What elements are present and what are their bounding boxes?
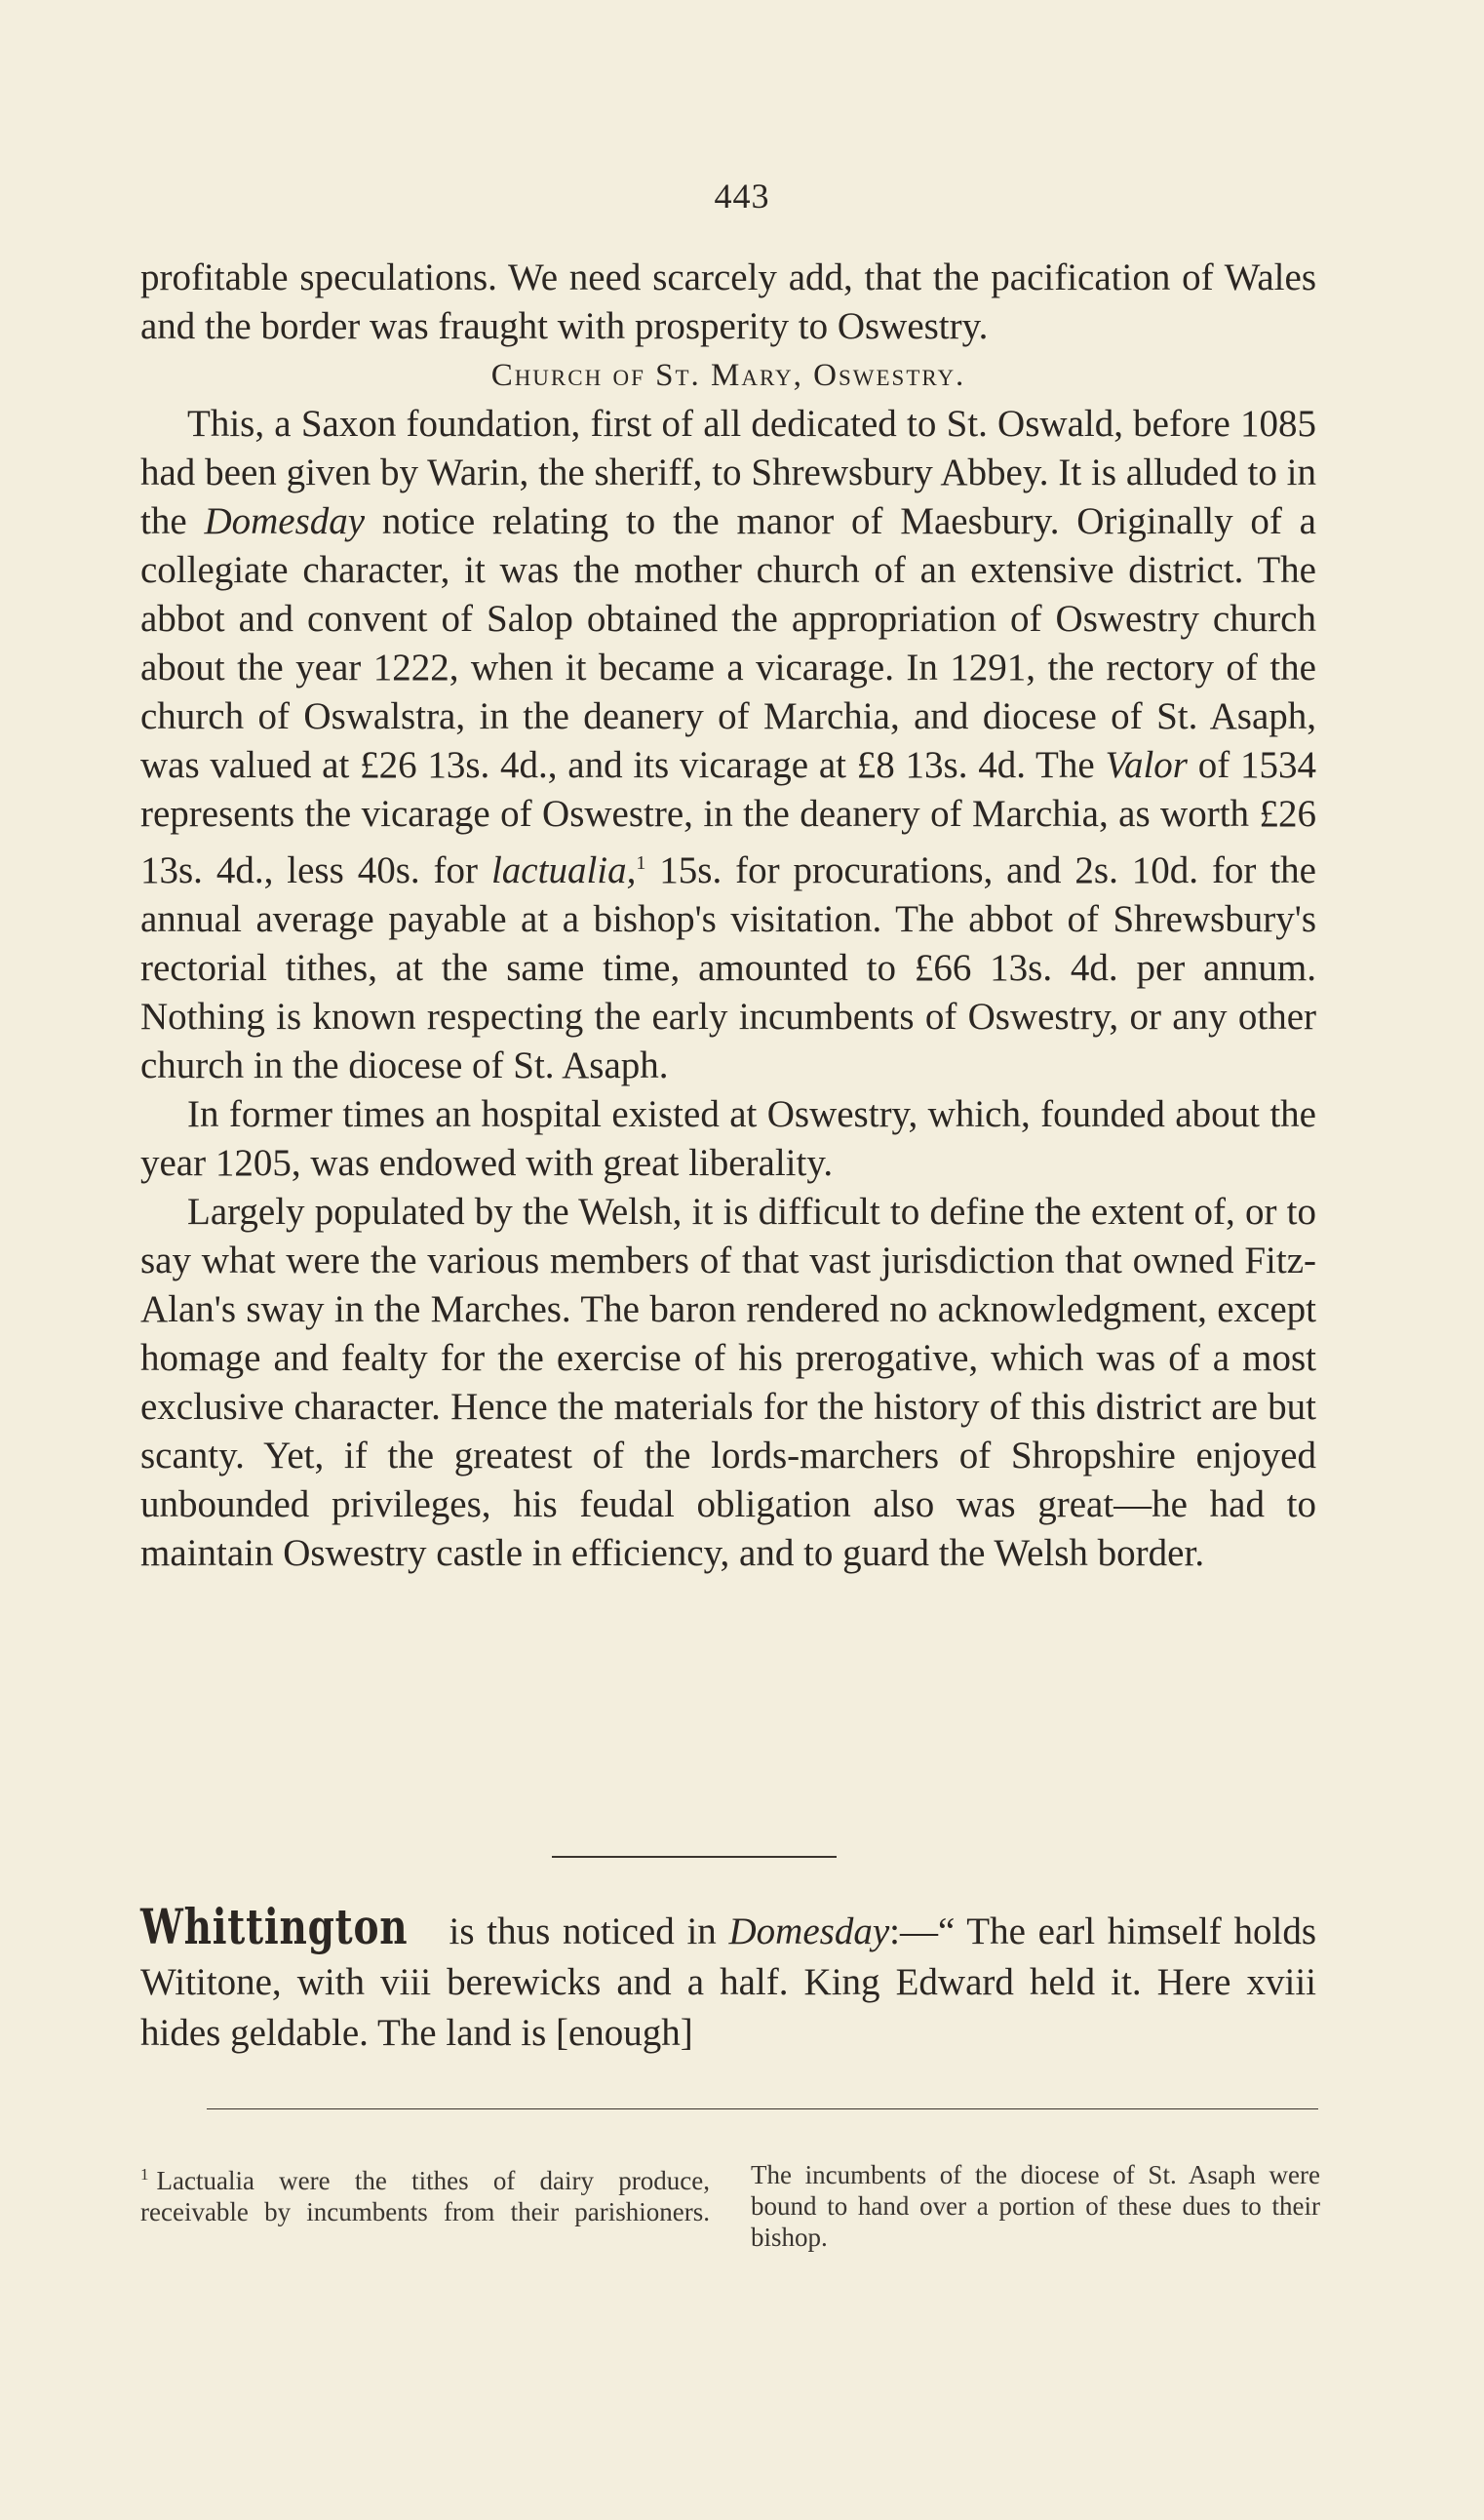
footnote-reference: 1 [636,852,646,874]
whittington-section [140,1898,1316,2059]
text-run: is thus noticed in [436,1910,729,1952]
section-heading: Church of St. Mary, Oswestry. [490,358,966,393]
text-run: of 1534 represents the vicarage of Oswestre, in the deanery of Marchia, as worth £26 13s. 4d., less 40s. for [140,744,1316,891]
paragraph-continuation: profitable speculations. We need scarcely add, that the pacification of Wales and the border was fraught with prosperity to Oswestry. [140,256,1316,347]
text-run: notice relating to the manor of Maesbury. Originally of a collegiate character, it was the mother church of an extensive district. The abbot and convent of Salop obtained the appropriation of Oswestry church about the year 1222, when it became a vicarage. In 1291, the rectory of the church of Oswalstra, in the deanery of Marchia, and diocese of St. Asaph, was valued at £26 13s. 4d., and its vicarage at £8 13s. 4d. The [140,500,1316,786]
paragraph-jurisdiction: Largely populated by the Welsh, it is difficult to define the extent of, or to say what were the various members of that vast jurisdiction that owned Fitz-Alan's sway in the Marches. The baron rendered no acknowledgment, except homage and fealty for the exercise of his prerogative, which was of a most exclusive character. Hence the materials for the history of this district are but scanty. Yet, if the greatest of the lords-marchers of Shropshire enjoyed unbounded privileges, his feudal obligation also was great—he had to maintain Oswestry castle in efficiency, and to guard the Welsh border. [140,1191,1316,1574]
paragraph-church-history [140,400,1316,1090]
footnote-block [140,2159,1320,2253]
italic-domesday: Domesday [204,500,366,542]
italic-valor: Valor [1105,744,1188,786]
paragraph-hospital: In former times an hospital existed at Oswestry, which, founded about the year 1205, was endowed with great liberality. [140,1093,1316,1184]
footnote-text: Lactualia were the tithes of dairy produce, receivable by incumbents from their parishioners. The incumbents of the diocese of St. Asaph were bound to hand over a portion of these dues to their bishop. [140,2160,1320,2252]
section-divider [552,1856,837,1858]
main-text [140,254,1316,1578]
blackletter-title: Whittington [140,1898,409,1955]
italic-lactualia: lactualia, [490,849,637,891]
text-run: 15s. for procurations, and 2s. 10d. for the annual average payable at a bishop's visitation. The abbot of Shrewsbury's rectorial tithes, at the same time, amounted to £66 13s. 4d. per annum. Nothing is known respecting the early incumbents of Oswestry, or any other church in the diocese of St. Asaph. [140,849,1316,1086]
footnote-mark: 1 [140,2165,149,2184]
text-run: :—“ The earl himself holds Wititone, with viii berewicks and a half. King Edward held it. Here xviii hides geldable. The land is [enough] [140,1910,1316,2054]
italic-domesday: Domesday [728,1910,890,1952]
page-number: 443 [714,177,770,216]
text-run: This, a Saxon foundation, first of all dedicated to St. Oswald, before 1085 had been given by Warin, the sheriff, to Shrewsbury Abbey. It is alluded to in the [140,403,1316,542]
footnote-rule [207,2108,1318,2109]
